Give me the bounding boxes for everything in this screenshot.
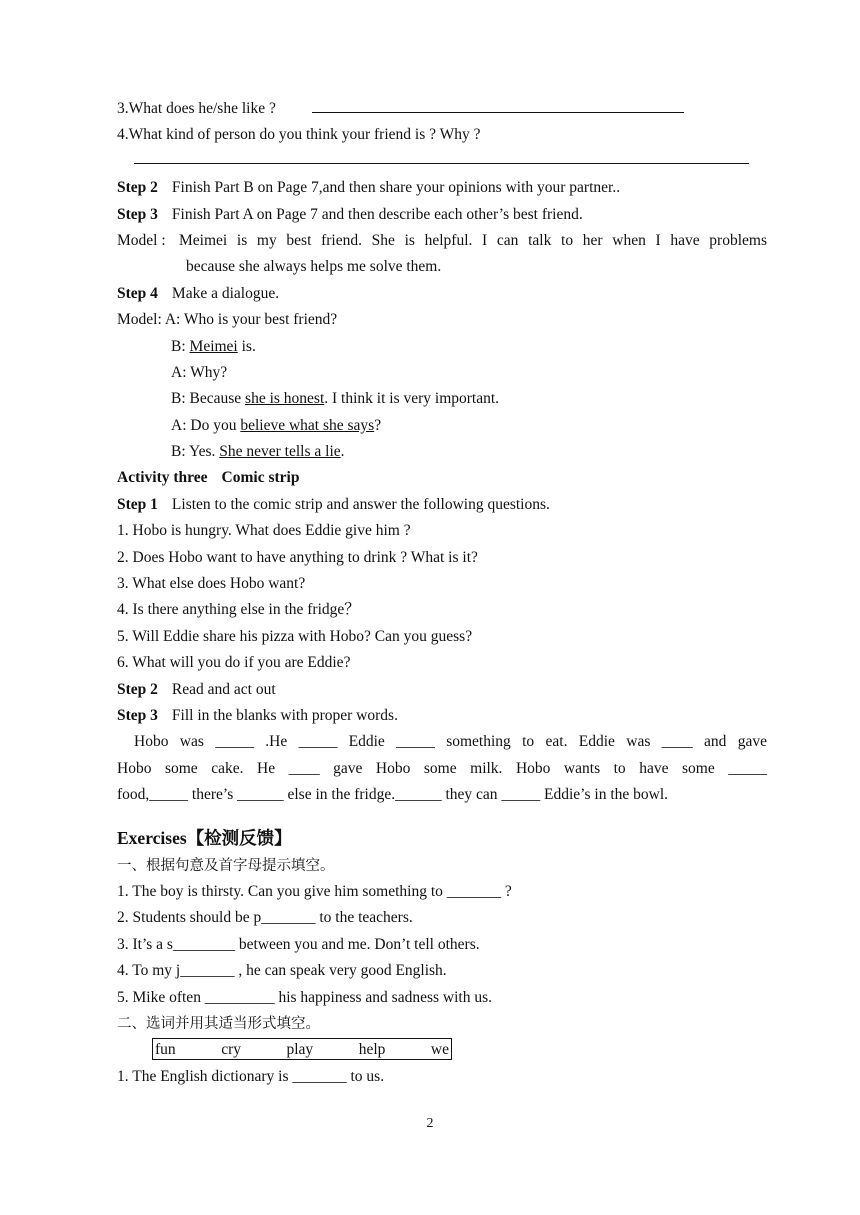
dialogue-line-4: B: Because she is honest. I think it is very important. (171, 390, 500, 408)
word-cry: cry (221, 1041, 241, 1059)
step-3: Step 3 Finish Part A on Page 7 and then describe each other’s best friend. (117, 205, 583, 223)
a3-step-1: Step 1 Listen to the comic strip and answer the following questions. (117, 495, 550, 513)
exercise-1-item-1: 1. The boy is thirsty. Can you give him something to _______ ? (117, 882, 512, 900)
word-help: help (358, 1041, 386, 1059)
step-4: Step 4 Make a dialogue. (117, 284, 280, 302)
fill-passage-line-2: Hobo some cake. He ____ gave Hobo some milk. Hobo wants to have some _____ (117, 759, 767, 777)
comic-question-4: 4. Is there anything else in the fridge？ (117, 601, 360, 619)
word-box-row (117, 1037, 767, 1063)
comic-question-6: 6. What will you do if you are Eddie? (117, 654, 351, 672)
dialogue-line-2: B: Meimei is. (171, 337, 256, 355)
a3-step-3: Step 3 Fill in the blanks with proper words. (117, 706, 398, 724)
answer-rule (134, 149, 749, 164)
word-play: play (286, 1041, 314, 1059)
model-1-line-2: because she always helps me solve them. (186, 258, 442, 276)
exercises-part-1-title: 一、根据句意及首字母提示填空。 (117, 857, 335, 874)
word-fun: fun (155, 1041, 176, 1059)
model-1-line-1: Model : Meimei is my best friend. She is helpful. I can talk to her when I have problems (117, 231, 767, 249)
comic-question-3: 3. What else does Hobo want? (117, 575, 306, 593)
fill-passage-line-1: Hobo was _____ .He _____ Eddie _____ something to eat. Eddie was ____ and gave (134, 733, 767, 751)
comic-question-2: 2. Does Hobo want to have anything to drink ? What is it? (117, 548, 478, 566)
dialogue-line-3: A: Why? (171, 363, 228, 381)
dialogue-line-1: Model: A: Who is your best friend? (117, 311, 338, 329)
a3-step-2: Step 2 Read and act out (117, 680, 276, 698)
worksheet-page (117, 96, 767, 1090)
exercises-part-2-title: 二、选词并用其适当形式填空。 (117, 1015, 320, 1032)
comic-question-1: 1. Hobo is hungry. What does Eddie give him ? (117, 522, 411, 540)
comic-question-5: 5. Will Eddie share his pizza with Hobo? Can you guess? (117, 627, 473, 645)
exercises-heading: Exercises【检测反馈】 (117, 827, 292, 848)
step-2: Step 2 Finish Part B on Page 7,and then share your opinions with your partner.. (117, 179, 621, 197)
exercise-1-item-2: 2. Students should be p_______ to the teachers. (117, 909, 413, 927)
question-3: 3.What does he/she like ? (117, 96, 767, 122)
word-we: we (430, 1041, 449, 1059)
answer-line (312, 98, 684, 113)
activity-three-heading: Activity three Comic strip (117, 469, 300, 487)
exercise-1-item-5: 5. Mike often _________ his happiness and sadness with us. (117, 988, 492, 1006)
fill-passage-line-3: food,_____ there’s ______ else in the fridge.______ they can _____ Eddie’s in the bowl. (117, 786, 669, 804)
question-4: 4.What kind of person do you think your friend is ? Why ? (117, 126, 481, 144)
answer-line-long (117, 149, 767, 175)
exercise-1-item-3: 3. It’s a s________ between you and me. Don’t tell others. (117, 935, 480, 953)
exercise-2-item-1: 1. The English dictionary is _______ to us. (117, 1067, 385, 1085)
dialogue-line-5: A: Do you believe what she says? (171, 416, 382, 434)
page-number: 2 (426, 1116, 434, 1131)
exercise-1-item-4: 4. To my j_______ , he can speak very good English. (117, 962, 447, 980)
word-box (152, 1038, 452, 1060)
dialogue-line-6: B: Yes. She never tells a lie. (171, 443, 345, 461)
